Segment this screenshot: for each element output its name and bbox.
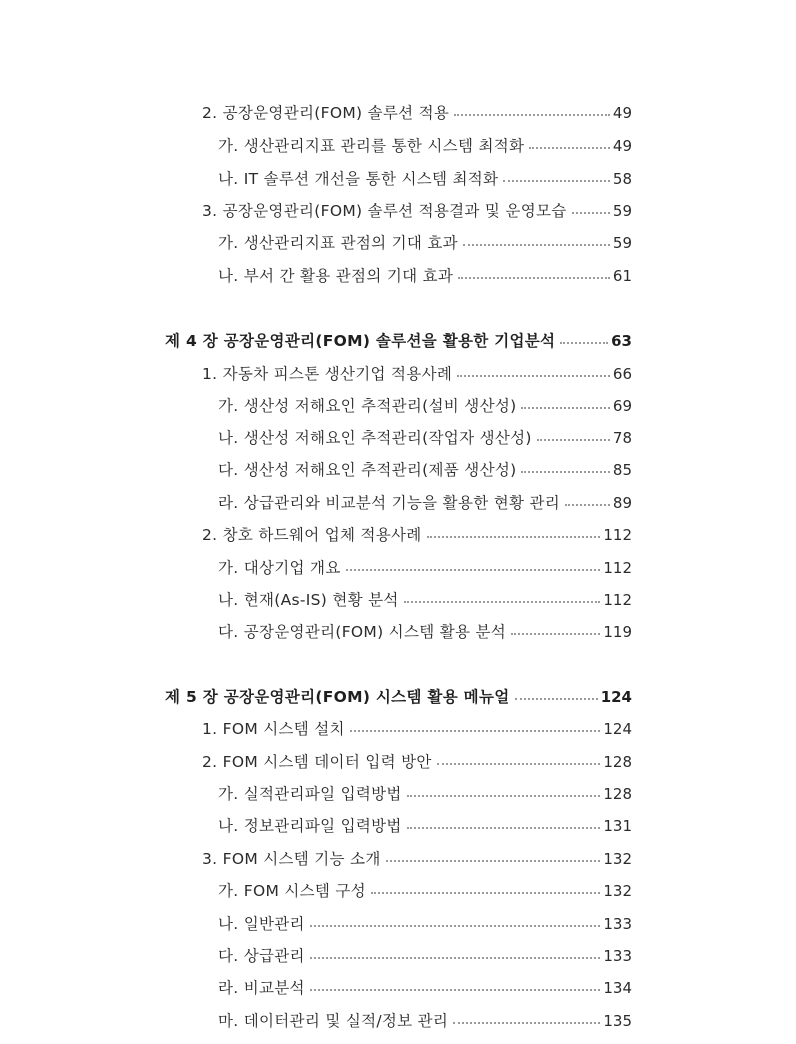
toc-entry-page: 61	[612, 267, 632, 285]
toc-entry[interactable]	[218, 913, 632, 935]
toc-entry-page: 66	[612, 365, 632, 383]
leader-dots	[503, 180, 610, 182]
toc-entry[interactable]	[218, 815, 632, 837]
toc-entry-page: 134	[603, 979, 632, 997]
leader-dots	[453, 1022, 600, 1024]
toc-entry[interactable]	[218, 168, 632, 190]
toc-entry[interactable]	[218, 395, 632, 417]
toc-entry-page: 59	[612, 202, 632, 220]
leader-dots	[310, 957, 601, 959]
toc-entry[interactable]	[202, 718, 632, 740]
toc-entry[interactable]	[218, 977, 632, 999]
leader-dots	[572, 212, 610, 214]
leader-dots	[454, 114, 610, 116]
toc-entry[interactable]	[218, 492, 632, 514]
leader-dots	[565, 504, 610, 506]
toc-entry-page: 85	[612, 461, 632, 479]
toc-entry[interactable]	[218, 427, 632, 449]
toc-entry-page: 131	[603, 817, 632, 835]
toc-entry-page: 112	[603, 591, 632, 609]
toc-entry[interactable]	[218, 945, 632, 967]
toc-entry-page: 63	[611, 332, 632, 350]
leader-dots	[346, 569, 601, 571]
leader-dots	[521, 407, 609, 409]
toc-entry-title: 3. FOM 시스템 기능 소개	[202, 850, 381, 868]
leader-dots	[463, 244, 610, 246]
leader-dots	[407, 795, 601, 797]
leader-dots	[529, 147, 610, 149]
toc-entry-title: 가. 대상기업 개요	[218, 559, 341, 577]
leader-dots	[407, 827, 601, 829]
toc-entry[interactable]	[218, 783, 632, 805]
toc-entry-title: 다. 생산성 저해요인 추적관리(제품 생산성)	[218, 461, 517, 479]
toc-entry-title: 3. 공장운영관리(FOM) 솔루션 적용결과 및 운영모습	[202, 202, 567, 220]
toc-entry-title: 1. FOM 시스템 설치	[202, 720, 345, 738]
toc-entry-title: 2. 창호 하드웨어 업체 적용사례	[202, 526, 422, 544]
leader-dots	[350, 730, 601, 732]
toc-entry-title: 라. 비교분석	[218, 979, 305, 997]
toc-entry-page: 128	[603, 785, 632, 803]
leader-dots	[371, 892, 600, 894]
toc-entry-title: 나. 정보관리파일 입력방법	[218, 817, 402, 835]
leader-dots	[310, 989, 601, 991]
leader-dots	[515, 698, 598, 700]
toc-entry-title: 1. 자동차 피스톤 생산기업 적용사례	[202, 365, 453, 383]
toc-entry-title: 나. 생산성 저해요인 추적관리(작업자 생산성)	[218, 429, 532, 447]
toc-entry[interactable]	[218, 557, 632, 579]
leader-dots	[511, 633, 600, 635]
toc-entry[interactable]	[202, 363, 632, 385]
toc-entry[interactable]	[218, 621, 632, 643]
toc-entry-title: 나. IT 솔루션 개선을 통한 시스템 최적화	[218, 170, 499, 188]
toc-entry[interactable]	[218, 265, 632, 287]
toc-entry[interactable]	[202, 524, 632, 546]
leader-dots	[437, 763, 601, 765]
toc-entry-title: 다. 공장운영관리(FOM) 시스템 활용 분석	[218, 623, 507, 641]
leader-dots	[537, 439, 610, 441]
toc-entry-page: 132	[603, 850, 632, 868]
toc-entry[interactable]	[218, 589, 632, 611]
toc-entry-page: 49	[612, 104, 632, 122]
toc-entry-page: 124	[600, 688, 632, 706]
leader-dots	[386, 860, 601, 862]
toc-entry-title: 가. FOM 시스템 구성	[218, 882, 366, 900]
toc-entry[interactable]	[218, 459, 632, 481]
toc-entry-title: 제 5 장 공장운영관리(FOM) 시스템 활용 메뉴얼	[165, 688, 510, 706]
toc-entry-page: 132	[603, 882, 632, 900]
toc-entry-title: 라. 상급관리와 비교분석 기능을 활용한 현황 관리	[218, 494, 561, 512]
leader-dots	[560, 342, 608, 344]
toc-entry-page: 49	[612, 137, 632, 155]
toc-entry-title: 가. 생산관리지표 관리를 통한 시스템 최적화	[218, 137, 525, 155]
toc-entry-page: 119	[603, 623, 632, 641]
toc-entry-page: 59	[612, 234, 632, 252]
leader-dots	[427, 536, 601, 538]
toc-chapter-entry[interactable]	[165, 330, 632, 352]
toc-entry-page: 124	[603, 720, 632, 738]
toc-entry-page: 112	[603, 559, 632, 577]
toc-entry-title: 제 4 장 공장운영관리(FOM) 솔루션을 활용한 기업분석	[165, 332, 556, 350]
leader-dots	[404, 601, 601, 603]
toc-entry[interactable]	[218, 880, 632, 902]
toc-entry[interactable]	[218, 1010, 632, 1032]
toc-entry-page: 89	[612, 494, 632, 512]
toc-entry-title: 가. 생산성 저해요인 추적관리(설비 생산성)	[218, 397, 517, 415]
leader-dots	[457, 375, 610, 377]
toc-entry-title: 나. 부서 간 활용 관점의 기대 효과	[218, 267, 454, 285]
leader-dots	[521, 471, 609, 473]
toc-entry-page: 112	[603, 526, 632, 544]
toc-entry-page: 128	[603, 753, 632, 771]
toc-chapter-entry[interactable]	[165, 686, 632, 708]
toc-entry-title: 2. 공장운영관리(FOM) 솔루션 적용	[202, 104, 450, 122]
toc-entry-page: 133	[603, 947, 632, 965]
leader-dots	[310, 925, 601, 927]
toc-entry-title: 2. FOM 시스템 데이터 입력 방안	[202, 753, 432, 771]
toc-entry-title: 나. 현재(As-IS) 현황 분석	[218, 591, 399, 609]
toc-entry[interactable]	[218, 135, 632, 157]
toc-entry-title: 가. 생산관리지표 관점의 기대 효과	[218, 234, 458, 252]
toc-entry-page: 78	[612, 429, 632, 447]
toc-entry-page: 58	[612, 170, 632, 188]
toc-entry-title: 다. 상급관리	[218, 947, 305, 965]
toc-entry-page: 135	[603, 1012, 632, 1030]
toc-entry[interactable]	[202, 200, 632, 222]
toc-entry[interactable]	[218, 232, 632, 254]
toc-entry-title: 나. 일반관리	[218, 915, 305, 933]
toc-entry-page: 133	[603, 915, 632, 933]
toc-entry[interactable]	[202, 848, 632, 870]
toc-entry[interactable]	[202, 751, 632, 773]
toc-entry-title: 가. 실적관리파일 입력방법	[218, 785, 402, 803]
toc-entry-page: 69	[612, 397, 632, 415]
leader-dots	[458, 277, 610, 279]
toc-entry[interactable]	[202, 102, 632, 124]
toc-entry-title: 마. 데이터관리 및 실적/정보 관리	[218, 1012, 449, 1030]
